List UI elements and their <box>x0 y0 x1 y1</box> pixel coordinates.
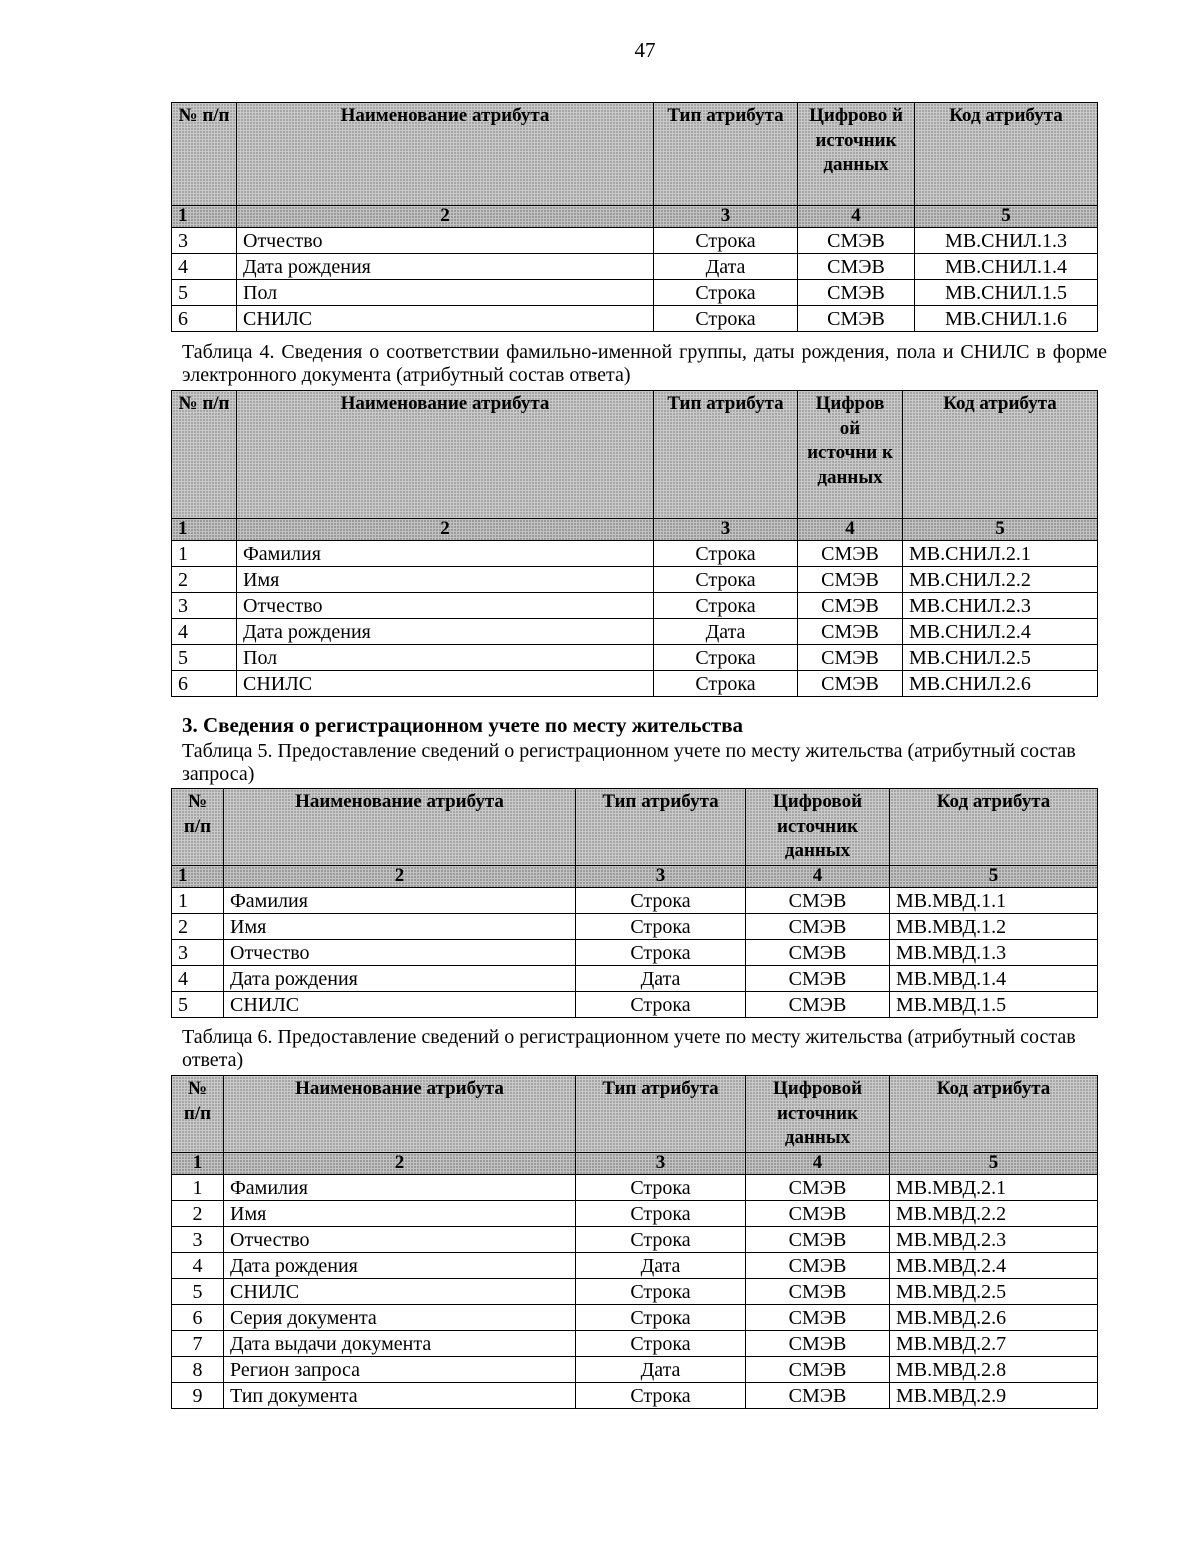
table-3 <box>171 102 1098 332</box>
column-number: 2 <box>237 519 654 541</box>
header-cell-type: Тип атрибута <box>576 1076 746 1153</box>
cell-source: СМЭВ <box>798 644 903 670</box>
column-number: 3 <box>576 1153 746 1175</box>
table-row <box>172 227 1098 253</box>
table-row <box>172 670 1098 696</box>
header-cell-type: Тип атрибута <box>576 789 746 866</box>
header-cell-name: Наименование атрибута <box>224 789 576 866</box>
cell-source: СМЭВ <box>746 913 890 939</box>
column-number: 4 <box>746 866 890 888</box>
column-number: 5 <box>890 866 1098 888</box>
cell-source: СМЭВ <box>746 965 890 991</box>
cell-type: Строка <box>654 670 798 696</box>
table-row <box>172 644 1098 670</box>
cell-source: СМЭВ <box>746 1382 890 1408</box>
table-row <box>172 618 1098 644</box>
column-number-row <box>172 1153 1098 1175</box>
cell-type: Строка <box>576 887 746 913</box>
column-number-row <box>172 866 1098 888</box>
header-cell-source: Цифровой источник данных <box>746 1076 890 1153</box>
column-number: 1 <box>172 866 224 888</box>
cell-code: МВ.МВД.1.5 <box>890 991 1098 1017</box>
column-number: 2 <box>224 1153 576 1175</box>
cell-number: 1 <box>172 1174 224 1200</box>
cell-name: Отчество <box>224 1226 576 1252</box>
cell-type: Строка <box>576 1200 746 1226</box>
table-6-caption: Таблица 6. Предоставление сведений о регистрационном учете по месту жительства (атрибутный состав ответа) <box>182 1026 1076 1071</box>
table-6 <box>171 1075 1098 1409</box>
cell-type: Строка <box>654 566 798 592</box>
table-row <box>172 566 1098 592</box>
header-cell-source: Цифровой источник данных <box>746 789 890 866</box>
cell-type: Строка <box>654 540 798 566</box>
column-number: 4 <box>798 519 903 541</box>
cell-name: Пол <box>237 644 654 670</box>
cell-code: МВ.СНИЛ.1.3 <box>915 227 1098 253</box>
cell-number: 4 <box>172 618 237 644</box>
table-row <box>172 1330 1098 1356</box>
table-header-row <box>172 789 1098 866</box>
cell-number: 2 <box>172 1200 224 1226</box>
header-cell-code: Код атрибута <box>903 391 1098 519</box>
table-5 <box>171 788 1098 1018</box>
cell-number: 6 <box>172 305 237 331</box>
cell-type: Строка <box>576 991 746 1017</box>
table-row <box>172 1252 1098 1278</box>
cell-number: 3 <box>172 227 237 253</box>
cell-code: МВ.СНИЛ.2.1 <box>903 540 1098 566</box>
cell-code: МВ.МВД.2.1 <box>890 1174 1098 1200</box>
cell-number: 9 <box>172 1382 224 1408</box>
cell-name: Фамилия <box>237 540 654 566</box>
table-5-caption: Таблица 5. Предоставление сведений о регистрационном учете по месту жительства (атрибутный состав запроса) <box>182 740 1076 785</box>
header-cell-source: Цифров ой источни к данных <box>798 391 903 519</box>
cell-number: 6 <box>172 670 237 696</box>
column-number: 3 <box>654 206 798 228</box>
cell-source: СМЭВ <box>746 887 890 913</box>
cell-source: СМЭВ <box>798 670 903 696</box>
cell-code: МВ.СНИЛ.2.6 <box>903 670 1098 696</box>
cell-type: Дата <box>576 965 746 991</box>
cell-name: Отчество <box>237 592 654 618</box>
cell-number: 3 <box>172 592 237 618</box>
table-header-row <box>172 1076 1098 1153</box>
header-cell-code: Код атрибута <box>915 103 1098 206</box>
cell-type: Строка <box>576 1382 746 1408</box>
cell-source: СМЭВ <box>798 540 903 566</box>
cell-type: Строка <box>654 592 798 618</box>
header-cell-source: Цифрово й источник данных <box>798 103 915 206</box>
cell-code: МВ.МВД.2.6 <box>890 1304 1098 1330</box>
cell-code: МВ.МВД.1.1 <box>890 887 1098 913</box>
column-number: 1 <box>172 519 237 541</box>
cell-source: СМЭВ <box>746 1278 890 1304</box>
column-number: 1 <box>172 206 237 228</box>
cell-number: 2 <box>172 566 237 592</box>
cell-name: Регион запроса <box>224 1356 576 1382</box>
table-row <box>172 1382 1098 1408</box>
cell-number: 2 <box>172 913 224 939</box>
table-row <box>172 991 1098 1017</box>
cell-source: СМЭВ <box>798 253 915 279</box>
cell-number: 5 <box>172 279 237 305</box>
cell-name: Дата рождения <box>237 618 654 644</box>
cell-type: Строка <box>576 1226 746 1252</box>
page-number: 47 <box>634 38 656 62</box>
cell-number: 1 <box>172 540 237 566</box>
table-4 <box>171 390 1098 697</box>
cell-type: Строка <box>654 644 798 670</box>
cell-type: Дата <box>654 618 798 644</box>
cell-number: 5 <box>172 644 237 670</box>
column-number: 3 <box>576 866 746 888</box>
column-number: 2 <box>237 206 654 228</box>
cell-name: СНИЛС <box>237 305 654 331</box>
cell-number: 5 <box>172 991 224 1017</box>
cell-number: 3 <box>172 1226 224 1252</box>
cell-name: СНИЛС <box>224 991 576 1017</box>
table-row <box>172 1356 1098 1382</box>
table-row <box>172 965 1098 991</box>
cell-code: МВ.СНИЛ.2.4 <box>903 618 1098 644</box>
cell-code: МВ.МВД.2.2 <box>890 1200 1098 1226</box>
cell-source: СМЭВ <box>798 305 915 331</box>
cell-code: МВ.МВД.2.4 <box>890 1252 1098 1278</box>
cell-type: Строка <box>576 1304 746 1330</box>
cell-source: СМЭВ <box>746 1356 890 1382</box>
cell-number: 4 <box>172 1252 224 1278</box>
table-row <box>172 1200 1098 1226</box>
cell-number: 5 <box>172 1278 224 1304</box>
cell-source: СМЭВ <box>746 1304 890 1330</box>
column-number: 4 <box>798 206 915 228</box>
section-heading: 3. Сведения о регистрационном учете по месту жительства <box>182 713 744 737</box>
cell-code: МВ.МВД.1.2 <box>890 913 1098 939</box>
cell-type: Дата <box>654 253 798 279</box>
cell-code: МВ.МВД.2.7 <box>890 1330 1098 1356</box>
column-number: 5 <box>915 206 1098 228</box>
cell-name: СНИЛС <box>237 670 654 696</box>
cell-source: СМЭВ <box>798 592 903 618</box>
header-cell-number: № п/п <box>172 391 237 519</box>
header-cell-number: № п/п <box>172 1076 224 1153</box>
cell-name: Серия документа <box>224 1304 576 1330</box>
cell-code: МВ.МВД.2.5 <box>890 1278 1098 1304</box>
cell-source: СМЭВ <box>746 1200 890 1226</box>
cell-code: МВ.СНИЛ.2.2 <box>903 566 1098 592</box>
header-cell-code: Код атрибута <box>890 1076 1098 1153</box>
column-number: 4 <box>746 1153 890 1175</box>
cell-type: Строка <box>576 939 746 965</box>
cell-source: СМЭВ <box>798 566 903 592</box>
table-4-caption: Таблица 4. Сведения о соответствии фамильно-именной группы, даты рождения, пола и СНИЛС в форме электронного документа (атрибутный состав ответа) <box>182 341 1107 386</box>
column-number-row <box>172 519 1098 541</box>
column-number: 5 <box>903 519 1098 541</box>
table-row <box>172 1174 1098 1200</box>
cell-type: Строка <box>654 305 798 331</box>
cell-source: СМЭВ <box>746 1174 890 1200</box>
cell-type: Строка <box>576 1330 746 1356</box>
cell-code: МВ.МВД.2.8 <box>890 1356 1098 1382</box>
cell-source: СМЭВ <box>746 939 890 965</box>
cell-source: СМЭВ <box>798 279 915 305</box>
cell-type: Строка <box>576 1278 746 1304</box>
cell-type: Строка <box>654 227 798 253</box>
header-cell-number: № п/п <box>172 789 224 866</box>
cell-code: МВ.МВД.2.3 <box>890 1226 1098 1252</box>
cell-name: Дата рождения <box>237 253 654 279</box>
cell-name: Отчество <box>237 227 654 253</box>
cell-number: 4 <box>172 965 224 991</box>
cell-number: 6 <box>172 1304 224 1330</box>
cell-code: МВ.СНИЛ.1.6 <box>915 305 1098 331</box>
table-row <box>172 305 1098 331</box>
cell-name: Дата выдачи документа <box>224 1330 576 1356</box>
table-row <box>172 1304 1098 1330</box>
cell-code: МВ.СНИЛ.1.4 <box>915 253 1098 279</box>
cell-type: Строка <box>654 279 798 305</box>
cell-name: Пол <box>237 279 654 305</box>
header-cell-type: Тип атрибута <box>654 103 798 206</box>
cell-code: МВ.МВД.2.9 <box>890 1382 1098 1408</box>
column-number: 1 <box>172 1153 224 1175</box>
cell-name: Имя <box>224 913 576 939</box>
cell-name: Фамилия <box>224 1174 576 1200</box>
cell-name: Дата рождения <box>224 965 576 991</box>
cell-type: Строка <box>576 913 746 939</box>
cell-name: Имя <box>224 1200 576 1226</box>
cell-number: 1 <box>172 887 224 913</box>
table-row <box>172 253 1098 279</box>
cell-name: СНИЛС <box>224 1278 576 1304</box>
table-row <box>172 913 1098 939</box>
cell-name: Имя <box>237 566 654 592</box>
column-number: 3 <box>654 519 798 541</box>
cell-source: СМЭВ <box>746 991 890 1017</box>
cell-code: МВ.МВД.1.4 <box>890 965 1098 991</box>
header-cell-type: Тип атрибута <box>654 391 798 519</box>
cell-code: МВ.МВД.1.3 <box>890 939 1098 965</box>
cell-number: 8 <box>172 1356 224 1382</box>
header-cell-code: Код атрибута <box>890 789 1098 866</box>
header-cell-number: № п/п <box>172 103 237 206</box>
cell-source: СМЭВ <box>746 1226 890 1252</box>
cell-code: МВ.СНИЛ.2.3 <box>903 592 1098 618</box>
cell-type: Дата <box>576 1252 746 1278</box>
cell-source: СМЭВ <box>798 618 903 644</box>
cell-type: Строка <box>576 1174 746 1200</box>
column-number: 5 <box>890 1153 1098 1175</box>
table-row <box>172 279 1098 305</box>
table-row <box>172 1226 1098 1252</box>
table-row <box>172 540 1098 566</box>
cell-number: 4 <box>172 253 237 279</box>
cell-type: Дата <box>576 1356 746 1382</box>
cell-code: МВ.СНИЛ.1.5 <box>915 279 1098 305</box>
cell-name: Дата рождения <box>224 1252 576 1278</box>
cell-name: Фамилия <box>224 887 576 913</box>
header-cell-name: Наименование атрибута <box>237 391 654 519</box>
cell-source: СМЭВ <box>746 1252 890 1278</box>
cell-source: СМЭВ <box>798 227 915 253</box>
column-number: 2 <box>224 866 576 888</box>
table-row <box>172 939 1098 965</box>
table-row <box>172 592 1098 618</box>
cell-code: МВ.СНИЛ.2.5 <box>903 644 1098 670</box>
table-header-row <box>172 391 1098 519</box>
table-row <box>172 1278 1098 1304</box>
table-row <box>172 887 1098 913</box>
table-header-row <box>172 103 1098 206</box>
column-number-row <box>172 206 1098 228</box>
header-cell-name: Наименование атрибута <box>237 103 654 206</box>
cell-number: 3 <box>172 939 224 965</box>
cell-number: 7 <box>172 1330 224 1356</box>
header-cell-name: Наименование атрибута <box>224 1076 576 1153</box>
cell-name: Тип документа <box>224 1382 576 1408</box>
cell-source: СМЭВ <box>746 1330 890 1356</box>
cell-name: Отчество <box>224 939 576 965</box>
